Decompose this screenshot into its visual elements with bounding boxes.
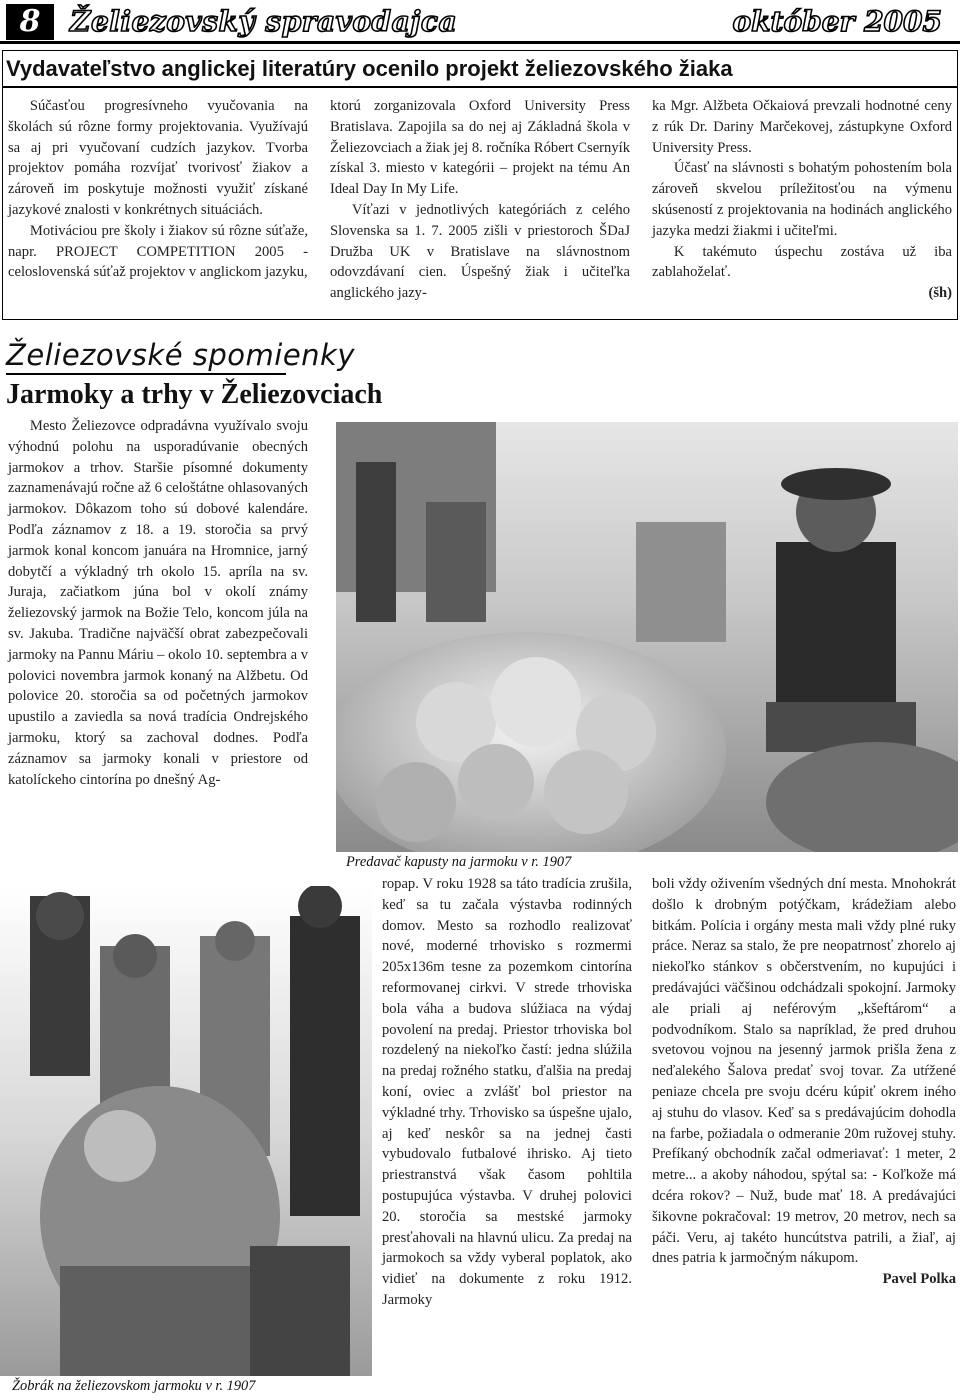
article1-column-1 [8,96,308,283]
article2-paragraph: ropap. V roku 1928 sa táto tradícia zrušila, keď sa tu začala výstavba rodinných domov. Mesto sa rozhodlo realizovať nové, moderné trhovisko s rozmermi 205x136m tesne za pozemkom cintorína reformovanej cirkvi. V strede trhoviska bola váha a budova slúžiaca na výdaj povolení na predaj. Priestor trhoviska bol rozdelený na niekoľko častí: jedna slúžila na predaj rožného statku, ďalšia na predaj koní, oviec a zvlášť bol priestor na výkladné trhy. Trhovisko sa úspešne ujalo, aj keď neskôr sa na jednej časti vybudovalo futbalové ihrisko. Aj tieto priestranstvá však časom pohltila postupujúca výstavba. V druhej polovici 20. storočia sa mestské jarmoky presťahovali na hlavnú ulicu. Za predaj na jarmokoch sa vždy vyberal poplatok, ako vidieť na dokumente z roku 1912. Jarmoky [382,876,632,1308]
issue-date: október 2005 [732,5,942,38]
article2-paragraph: boli vždy oživením všedných dní mesta. Mnohokrát došlo k drobným potýčkam, krádežiam alebo bitkám. Polícia i orgány mesta mali vždy plné ruky práce. Neraz sa stalo, že pre neopatrnosť zhorelo aj niekoľko stánkov s občerstvením, no kupujúci i predávajúci väčšinou odchádzali spokojní. Jarmoky ale priali aj neférovým „kšeftárom“ a podvodníkom. Stalo sa napríklad, že pred druhou svetovou vojnou na jesenný jarmok prišla žena z neďalekého Šalova predať svoj tovar. Za utŕžené peniaze chcela pre svoju dcéru kúpiť okrem iného aj stuhu do vlasov. Keď sa s predávajúcim dohodla na farbe, požiadala o odmeranie 20m ružovej stuhy. Prefíkaný obchodník začal odmeriavať: 1 meter, 2 metre... a akoby náhodou, spýtal sa: - Koľkože má dcéra rokov? – Nuž, bude mať 18. A predávajúci šikovne pokračoval: 19 metrov, 20 metrov, nech sa páči. Veru, aj takéto huncútstva patrili, a žiaľ, aj dnes patria k jarmočným nákupom. [652,876,956,1267]
photo-cabbage-seller [336,422,958,852]
article1-title: Vydavateľstvo anglickej literatúry ocenilo projekt želiezovského žiaka [6,56,733,81]
publication-name: Želiezovský spravodajca [70,5,458,38]
photo-beggar [0,886,372,1376]
article2-column-1 [8,416,308,790]
article2-column-3 [652,874,956,1290]
article2-title: Jarmoky a trhy v Želiezovciach [6,379,383,410]
section-title: Želiezovské spomienky [6,338,355,372]
section-underline [6,373,286,375]
article2-column-2 [382,874,632,1311]
article1-paragraph: Účasť na slávnosti s bohatým pohostením bola zároveň skvelou príležitosťou na výmenu skúseností z projektovania na hodinách anglického jazyka medzi žiakmi i učiteľmi. [652,160,952,239]
photo2-caption: Žobrák na želiezovskom jarmoku v r. 1907 [12,1378,256,1394]
photo1-caption: Predavač kapusty na jarmoku v r. 1907 [346,854,572,870]
article1-paragraph: Víťazi v jednotlivých kategóriách z celého Slovenska sa 1. 7. 2005 zišli v priestoroch ŠDaJ Družba UK v Bratislave na slávnostnom odovzdávaní cien. Úspešný žiak i učiteľka anglického jazy- [330,201,630,302]
article1-title-rule [2,86,958,88]
article1-signature: (šh) [928,285,952,302]
page-number: 8 [6,4,54,40]
article1-paragraph: K takémuto úspechu zostáva už iba zablahoželať. [652,243,952,281]
article1-paragraph: ktorú zorganizovala Oxford University Press Bratislava. Zapojila sa do nej aj Základná škola v Želiezovciach a žiak jej 8. ročníka Róbert Csernyík získal 3. miesto v kategórii – projekt na tému An Ideal Day In My Life. [330,98,630,198]
article1-paragraph: Motiváciou pre školy i žiakov sú rôzne súťaže, napr. PROJECT COMPETITION 2005 - celoslovenská súťaž projektov v anglickom jazyku, [8,222,308,281]
article1-paragraph: Súčasťou progresívneho vyučovania na školách sú rôzne formy projektovania. Využívajú sa aj pri vyučovaní cudzích jazykov. Tvorba projektov pomáha rozvíjať tvorivosť žiakov a zároveň im poskytuje možnosti využiť získané jazykové znalosti v konkrétnych situáciách. [8,98,308,218]
article1-column-2 [330,96,630,304]
article2-author: Pavel Polka [882,1271,956,1288]
article2-paragraph: Mesto Želiezovce odpradávna využívalo svoju výhodnú polohu na usporadúvanie obecných jarmokov a trhov. Staršie písomné dokumenty zaznamenávajú ročne až 6 celoštátne ohlasovaných jarmokov. Dôkazom toho sú dobové kalendáre. Podľa záznamov z 18. a 19. storočia sa prvý jarmok konal koncom januára na Hromnice, jarný dobytčí a výkladný trh okolo 15. apríla na sv. Juraja, začiatkom júna bol v okolí známy želiezovský jarmok na Božie Telo, koncom júla na sv. Jakuba. Tradične najväčší obrat zabezpečovali jarmoky na Pannu Máriu – okolo 10. septembra a v polovici novembra jarmok konaný na Alžbetu. Od polovice 20. storočia sa od početných jarmokov upustilo a zaviedla sa nová tradícia Ondrejského jarmoku, ktorý sa zachoval dodnes. Podľa záznamov sa jarmoky konali v priestore od katolíckeho cintorína po dnešný Ag- [8,418,308,788]
article1-paragraph: ka Mgr. Alžbeta Očkaiová prevzali hodnotné ceny z rúk Dr. Dariny Marčekovej, zástupkyne Oxford University Press. [652,98,952,156]
article1-column-3 [652,96,952,304]
